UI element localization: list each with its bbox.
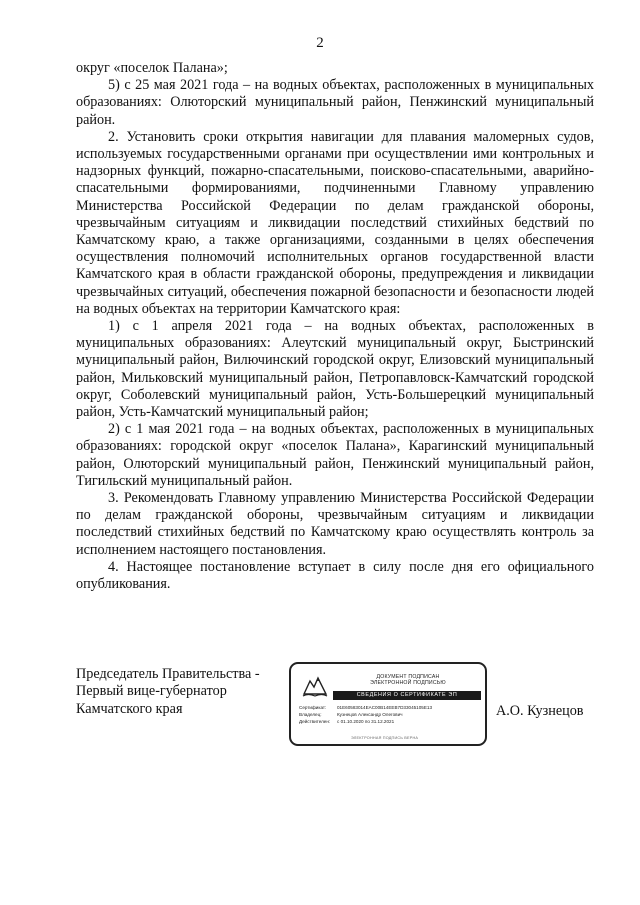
signatory-title-line: Председатель Правительства - <box>76 666 260 682</box>
stamp-row-label: Действителен: <box>299 719 331 724</box>
document-body <box>76 60 594 593</box>
signatory-title-line: Камчатского края <box>76 700 183 717</box>
paragraph: 4. Настоящее постановление вступает в силу после дня его официального опубликования. <box>76 558 594 593</box>
stamp-row <box>299 704 483 711</box>
signatory-name: А.О. Кузнецов <box>496 703 584 719</box>
stamp-row-value: с 01.10.2020 по 31.12.2021 <box>337 719 395 724</box>
page-number: 2 <box>316 35 324 51</box>
paragraph: 2) с 1 мая 2021 года – на водных объектах, расположенных в муниципальных образованиях: городской округ «поселок Палана», Карагинский муниципальный район, Олюторский муниципальный район, Пенжинский муниципальный район, Тигильский муниципальный район. <box>76 421 594 489</box>
electronic-signature-stamp <box>289 662 487 746</box>
stamp-row-label: Владелец: <box>299 712 322 717</box>
paragraph: 5) с 25 мая 2021 года – на водных объектах, расположенных в муниципальных образованиях: Олюторский муниципальный район, Пенжинский муниципальный район. <box>76 77 594 128</box>
stamp-row-value: 01E60583014EAC00B14EEB7D33045105E13 <box>337 705 433 710</box>
stamp-footer: ЭЛЕКТРОННАЯ ПОДПИСЬ ВЕРНА <box>351 736 419 740</box>
stamp-title-line: ДОКУМЕНТ ПОДПИСАН <box>376 674 440 680</box>
paragraph: округ «поселок Палана»; <box>76 60 228 76</box>
paragraph: 2. Установить сроки открытия навигации для плавания маломерных судов, используемых государственными органами при осуществлении ими контрольных и надзорных функций, пожарно-спасательными, поисково-спасательными, аварийно-спасательными формированиями, подчиненными Главному управлению Министерства Российской Федерации по делам гражданской обороны, чрезвычайным ситуациям и ликвидации последствий стихийных бедствий по Камчатскому краю, а также организациями, созданными в целях обеспечения осуществления полномочий исполнительных органов государственной власти Камчатского края в области гражданской обороны, предупреждения и ликвидации чрезвычайных ситуаций, обеспечения пожарной безопасности и безопасности людей на водных объектах на территории Камчатского края: <box>76 128 594 317</box>
paragraph: 3. Рекомендовать Главному управлению Министерства Российской Федерации по делам гражданской обороны, чрезвычайным ситуациям и ликвидации последствий стихийных бедствий по Камчатскому краю осуществлять контроль за исполнением настоящего постановления. <box>76 490 594 558</box>
stamp-certificate-band: СВЕДЕНИЯ О СЕРТИФИКАТЕ ЭП <box>333 691 481 700</box>
stamp-row-value: Кузнецов Александр Олегович <box>337 712 403 717</box>
stamp-certificate-details <box>299 704 483 725</box>
stamp-row <box>299 711 483 718</box>
stamp-title-line: ЭЛЕКТРОННОЙ ПОДПИСЬЮ <box>370 680 446 687</box>
signatory-title <box>76 666 260 718</box>
stamp-title <box>335 674 481 687</box>
paragraph: 1) с 1 апреля 2021 года – на водных объектах, расположенных в муниципальных образованиях: Алеутский муниципальный округ, Быстринский муниципальный район, Вилючинский городской округ, Елизовский муниципальный район, Мильковский муниципальный район, Петропавловск-Камчатский городской округ, Соболевский муниципальный район, Усть-Большерецкий муниципальный район, Усть-Камчатский муниципальный район; <box>76 318 594 421</box>
signatory-title-line: Первый вице-губернатор <box>76 683 227 700</box>
stamp-row <box>299 718 483 725</box>
stamp-row-label: Сертификат: <box>299 705 327 710</box>
coat-of-arms-icon <box>301 672 329 698</box>
